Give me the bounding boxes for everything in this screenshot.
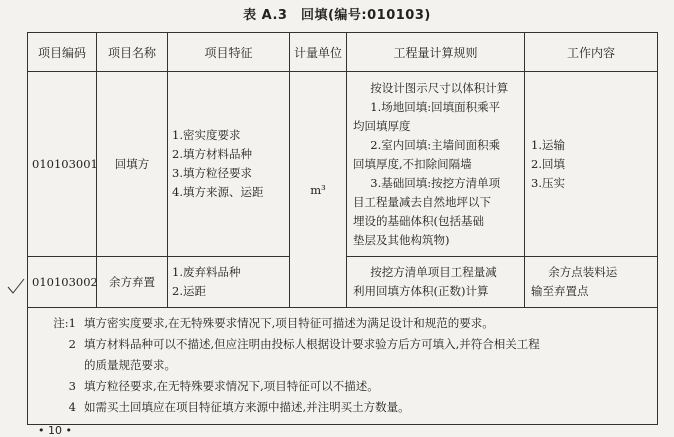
page-number: • 10 •	[38, 424, 72, 437]
cell-work: 余方点装料运 输至弃置点	[525, 257, 658, 308]
note-label: 注:1	[53, 316, 76, 330]
header-row	[28, 33, 658, 72]
notes-row	[28, 308, 658, 425]
backfill-table	[27, 32, 658, 425]
table-title: 表 A.3 回填(编号:010103)	[243, 8, 431, 23]
cell-rules: 按设计图示尺寸以体积计算 1.场地回填:回填面积乘平 均回填厚度 2.室内回填:主墙间面积乘 回填厚度,不扣除间隔墙 3.基础回填:按挖方清单项 目工程量减去自然地坪以下 埋设的基础体积(包括基础 垫层及其他构筑物)	[347, 72, 525, 257]
header-unit: 计量单位	[290, 33, 347, 72]
note-1: 注:1 填方密实度要求,在无特殊要求情况下,项目特征可描述为满足设计和规范的要求。	[36, 313, 649, 334]
cell-code: 010103001	[28, 72, 97, 257]
check-mark-icon	[6, 276, 26, 296]
table-row	[28, 72, 658, 257]
cell-code: 010103002	[28, 257, 97, 308]
header-work: 工作内容	[525, 33, 658, 72]
cell-features: 1.密实度要求 2.填方材料品种 3.填方粒径要求 4.填方来源、运距	[168, 72, 290, 257]
header-name: 项目名称	[97, 33, 168, 72]
note-4: 4 如需买土回填应在项目特征填方来源中描述,并注明买土方数量。	[68, 400, 410, 414]
cell-name: 余方弃置	[97, 257, 168, 308]
cell-unit: m³	[290, 72, 347, 308]
header-code: 项目编码	[28, 33, 97, 72]
header-rules: 工程量计算规则	[347, 33, 525, 72]
cell-rules: 按挖方清单项目工程量减 利用回填方体积(正数)计算	[347, 257, 525, 308]
header-features: 项目特征	[168, 33, 290, 72]
notes-cell	[28, 308, 658, 425]
note-2: 2 填方材料品种可以不描述,但应注明由投标人根据设计要求验方后方可填入,并符合相关工程	[68, 337, 540, 351]
cell-features: 1.废弃料品种 2.运距	[168, 257, 290, 308]
note-3: 3 填方粒径要求,在无特殊要求情况下,项目特征可以不描述。	[68, 379, 379, 393]
note-2-cont: 的质量规范要求。	[84, 358, 176, 372]
cell-work: 1.运输 2.回填 3.压实	[525, 72, 658, 257]
cell-name: 回填方	[97, 72, 168, 257]
